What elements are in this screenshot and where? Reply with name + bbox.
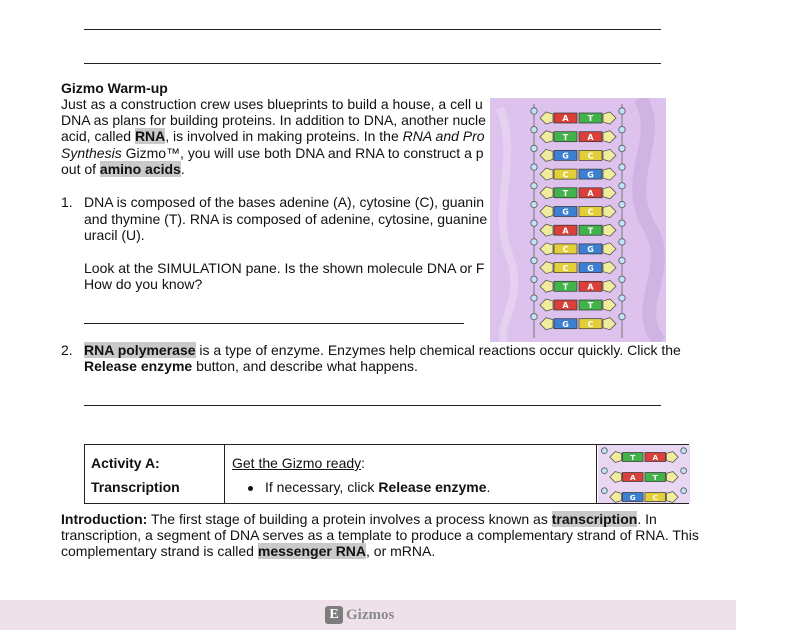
answer-line-top-1 [84, 29, 661, 30]
q2-line-2 [84, 358, 418, 375]
warmup-line-4-post: Gizmo™, you will use both DNA and RNA to construct a p [121, 145, 484, 161]
q2-line-1 [84, 342, 681, 359]
activity-instructions-cell [226, 445, 597, 503]
base-letter-right-mini-2: C [652, 492, 658, 502]
phosphate-left-10 [531, 295, 537, 301]
base-letter-left-10: A [562, 301, 569, 311]
warmup-line-3-pre: acid, called [61, 128, 135, 144]
highlight-amino-acids: amino acids [99, 161, 181, 177]
q2-number: 2. [61, 342, 73, 358]
base-letter-left-11: G [562, 319, 569, 329]
mini-rung-0 [602, 448, 687, 463]
dna-ladder [490, 98, 666, 342]
gizmo-name-part1: RNA and Pro [402, 128, 485, 144]
gizmos-logo [325, 605, 394, 625]
activity-bullet [248, 479, 490, 496]
highlight-messenger-rna: messenger RNA [257, 543, 367, 559]
base-letter-right-7: G [587, 245, 594, 255]
base-letter-left-9: T [562, 282, 569, 292]
mini-rung-1 [602, 468, 687, 483]
activity-table [84, 444, 689, 504]
base-letter-right-8: G [587, 263, 594, 273]
intro-line-1-post: . In [637, 511, 657, 527]
activity-thumbnail [598, 445, 690, 503]
base-letter-left-5: G [562, 207, 569, 217]
base-letter-left-0: A [562, 114, 569, 124]
q1-line-3: uracil (U). [84, 227, 145, 243]
q2-answer-line [84, 405, 661, 406]
phosphate-right-4 [619, 183, 625, 189]
base-letter-left-8: C [562, 263, 569, 273]
bullet-release-enzyme: Release enzyme [378, 479, 487, 495]
base-letter-left-3: C [562, 170, 569, 180]
sugar-right-mini-2 [667, 492, 679, 503]
phosphate-left-mini-0 [602, 448, 608, 454]
mini-dna-image [598, 445, 690, 503]
bullet-dot [248, 486, 253, 491]
warmup-line-1: Just as a construction crew uses blueprints to build a house, a cell u [61, 96, 483, 112]
base-letter-right-3: G [587, 170, 594, 180]
highlight-rna: RNA [134, 128, 166, 144]
sugar-left-mini-1 [610, 472, 622, 483]
q2-line-1-post: is a type of enzyme. Enzymes help chemical reactions occur quickly. Click the [195, 342, 681, 358]
q2-line-2-post: button, and describe what happens. [192, 358, 418, 374]
phosphate-left-5 [531, 201, 537, 207]
explorelearning-logo-icon: E [325, 606, 343, 624]
base-letter-right-9: A [587, 282, 594, 292]
warmup-line-3-post: , is involved in making proteins. In the [165, 128, 403, 144]
release-enzyme-term: Release enzyme [84, 358, 193, 374]
get-ready-text: Get the Gizmo ready [232, 455, 362, 471]
base-letter-left-6: A [562, 226, 569, 236]
warmup-line-5 [61, 161, 185, 178]
base-letter-left-mini-1: A [629, 472, 636, 482]
highlight-transcription: transcription [551, 511, 638, 527]
base-letter-left-mini-0: T [630, 452, 636, 462]
base-letter-left-2: G [562, 151, 569, 161]
sugar-right-mini-1 [667, 472, 679, 483]
phosphate-left-1 [531, 127, 537, 133]
q1-line-4: Look at the SIMULATION pane. Is the shown molecule DNA or F [84, 260, 485, 276]
phosphate-left-3 [531, 164, 537, 170]
warmup-heading: Gizmo Warm-up [61, 80, 168, 96]
bullet-post: . [486, 479, 491, 495]
gizmo-name-part2: Synthesis [61, 145, 122, 161]
phosphate-right-0 [619, 108, 625, 114]
phosphate-left-mini-2 [602, 488, 608, 494]
intro-label: Introduction: [61, 511, 148, 527]
base-letter-right-6: T [587, 226, 594, 236]
warmup-line-2: DNA as plans for building proteins. In addition to DNA, another nucle [61, 112, 486, 128]
phosphate-right-10 [619, 295, 625, 301]
sugar-left-mini-0 [610, 452, 622, 463]
base-letter-left-1: T [562, 132, 569, 142]
base-letter-right-mini-0: A [652, 452, 659, 462]
warmup-line-5-post: . [180, 161, 185, 177]
phosphate-right-11 [619, 314, 625, 320]
q1-number: 1. [61, 194, 73, 210]
get-ready-colon: : [361, 455, 366, 471]
base-letter-right-11: C [587, 319, 594, 329]
phosphate-right-1 [619, 127, 625, 133]
base-letter-right-2: C [587, 151, 594, 161]
base-letter-right-10: T [587, 301, 594, 311]
intro-line-1 [61, 511, 657, 528]
phosphate-right-mini-2 [681, 488, 687, 494]
gizmos-logo-text: Gizmos [346, 606, 395, 623]
base-letter-right-4: A [587, 189, 594, 198]
phosphate-right-2 [619, 145, 625, 151]
sugar-left-mini-2 [610, 492, 622, 503]
answer-line-top-2 [84, 63, 661, 64]
phosphate-right-6 [619, 220, 625, 226]
phosphate-right-7 [619, 239, 625, 245]
phosphate-left-11 [531, 314, 537, 320]
highlight-rna-polymerase: RNA polymerase [84, 342, 196, 358]
q1-line-5: How do you know? [84, 276, 203, 292]
sugar-right-mini-0 [667, 452, 679, 463]
phosphate-left-mini-1 [602, 468, 608, 474]
phosphate-left-6 [531, 220, 537, 226]
phosphate-left-2 [531, 145, 537, 151]
phosphate-right-mini-1 [681, 468, 687, 474]
activity-title-line-1: Activity A: [91, 455, 160, 471]
base-letter-right-1: A [587, 132, 594, 142]
base-letter-right-5: C [587, 207, 594, 217]
dna-molecule-image [490, 98, 666, 342]
warmup-line-4 [61, 145, 484, 162]
activity-title-line-2: Transcription [91, 479, 180, 495]
base-letter-right-0: T [587, 114, 594, 124]
warmup-line-5-pre: out of [61, 161, 100, 177]
base-letter-left-mini-2: G [629, 492, 636, 502]
get-ready-heading [232, 455, 365, 472]
warmup-line-3 [61, 128, 485, 145]
mini-rung-2 [602, 488, 687, 503]
base-letter-left-4: T [562, 189, 569, 198]
q1-line-1: DNA is composed of the bases adenine (A), cytosine (C), guanin [84, 194, 484, 210]
base-letter-right-mini-1: T [652, 472, 658, 482]
phosphate-right-3 [619, 164, 625, 170]
intro-line-2: transcription, a segment of DNA serves as a template to produce a complementary strand of RNA. This [61, 527, 699, 543]
intro-line-3 [61, 543, 435, 560]
phosphate-left-7 [531, 239, 537, 245]
phosphate-right-mini-0 [681, 448, 687, 454]
phosphate-left-9 [531, 276, 537, 282]
activity-title-cell [85, 445, 225, 503]
intro-line-1-mid: The first stage of building a protein involves a process known as [147, 511, 552, 527]
q1-line-2: and thymine (T). RNA is composed of adenine, cytosine, guanine [84, 211, 488, 227]
bullet-pre: If necessary, click [265, 479, 379, 495]
base-letter-left-7: C [562, 245, 569, 255]
phosphate-right-9 [619, 276, 625, 282]
intro-line-3-pre: complementary strand is called [61, 543, 258, 559]
phosphate-left-0 [531, 108, 537, 114]
phosphate-left-8 [531, 257, 537, 263]
phosphate-right-8 [619, 257, 625, 263]
q1-answer-line [84, 323, 464, 324]
phosphate-right-5 [619, 201, 625, 207]
phosphate-left-4 [531, 183, 537, 189]
intro-line-3-post: , or mRNA. [366, 543, 436, 559]
